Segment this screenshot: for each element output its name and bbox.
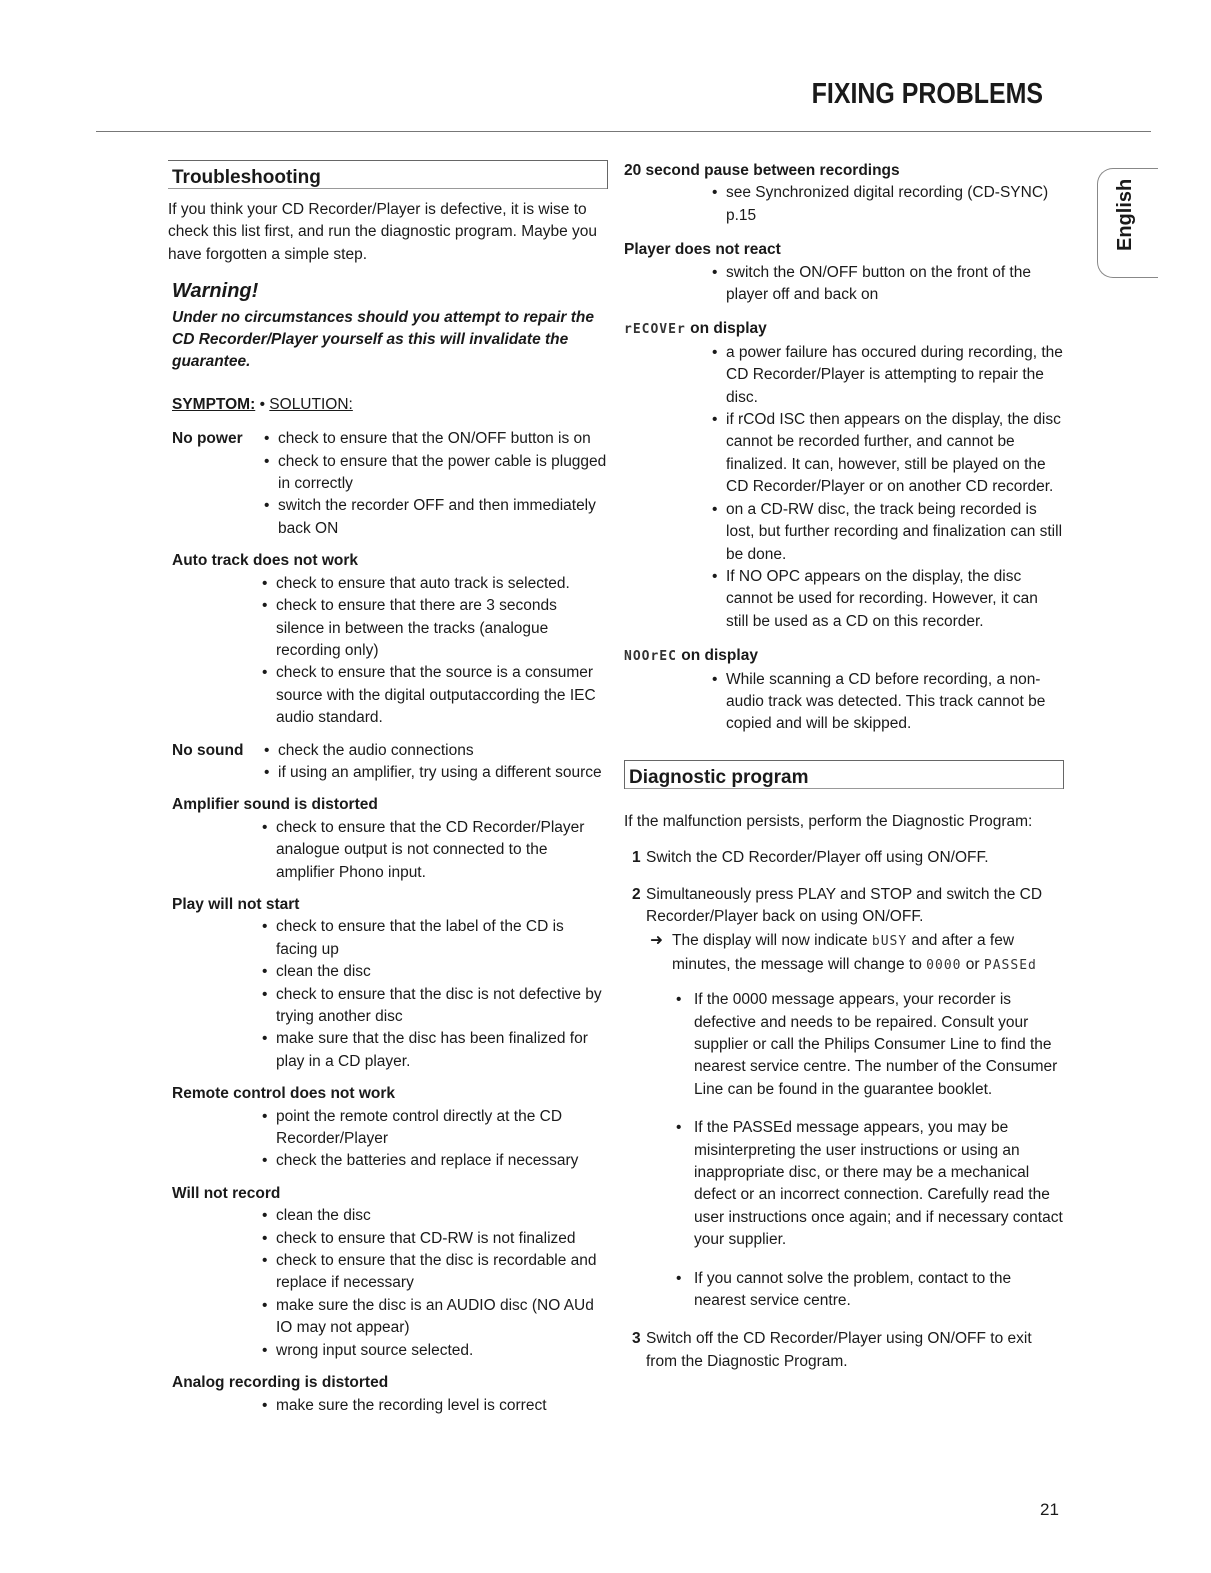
solution-item: • on a CD-RW disc, the track being recorded is lost, but further recording and finalization can still be done. (710, 499, 1064, 566)
language-tab-label: English (1114, 178, 1136, 251)
header-divider (96, 131, 1151, 132)
troubleshooting-item (624, 645, 1064, 736)
troubleshooting-item (168, 894, 608, 1073)
display-busy: bUSY (871, 934, 908, 950)
diagnostic-step-3: 3 Switch off the CD Recorder/Player using ON/OFF to exit from the Diagnostic Program. (632, 1330, 1032, 1370)
solution-list (168, 1395, 608, 1417)
arrow-right-icon: ➜ (650, 932, 663, 950)
troubleshooting-item (624, 318, 1064, 633)
solution-item: • wrong input source selected. (260, 1340, 608, 1362)
symptom-heading: No power (172, 430, 243, 448)
solution-list (168, 916, 608, 1073)
solution-item: • clean the disc (260, 961, 608, 983)
troubleshooting-item (624, 160, 1064, 227)
solution-item: • if rCOd ISC then appears on the display, the disc cannot be recorded further, and cannot be finalized. It can, however, still be played on the CD Recorder/Player or on another CD recorder. (710, 409, 1064, 499)
solution-label: SOLUTION: (269, 395, 353, 413)
solution-item: • see Synchronized digital recording (CD-SYNC) p.15 (710, 182, 1064, 227)
symptom-label: SYMPTOM: (172, 395, 256, 413)
lcd-display-text: NOOrEC (624, 649, 677, 665)
symptom-heading: Remote control does not work (172, 1085, 396, 1103)
troubleshooting-list-continued (624, 160, 1064, 736)
solution-list (624, 669, 1064, 736)
diagnostic-steps (624, 847, 1064, 1373)
troubleshooting-item (168, 1083, 608, 1173)
solution-list (168, 817, 608, 884)
symptom-heading: rECOVEr on display (624, 320, 767, 338)
page-number: 21 (1040, 1500, 1059, 1519)
symptom-heading: Amplifier sound is distorted (172, 796, 378, 814)
solution-item: • point the remote control directly at the CD Recorder/Player (260, 1106, 608, 1151)
right-column (624, 160, 1064, 1387)
solution-list (624, 262, 1064, 307)
symptom-heading: Player does not react (624, 241, 781, 259)
diagnostic-intro: If the malfunction persists, perform the Diagnostic Program: (624, 812, 1033, 830)
outcome-passed: • If the PASSEd message appears, you may be misinterpreting the user instructions or using an inappropriate disc, or there may be a mechanical defect or an incorrect connection. Carefully read the user instructions once again; and if necessary contact your supplier. (676, 1117, 1064, 1251)
troubleshooting-item (168, 1372, 608, 1417)
symptom-heading: Play will not start (172, 895, 300, 913)
solution-list (624, 182, 1064, 227)
page-header-title: FIXING PROBLEMS (811, 78, 1043, 110)
symptom-solution-legend: SYMPTOM: • SOLUTION: (172, 395, 353, 413)
outcome-0000: • If the 0000 message appears, your recorder is defective and needs to be repaired. Consult your supplier or call the Philips Consumer Line to find the nearest service centre. The number of the Consumer Line can be found in the guarantee booklet. (676, 989, 1064, 1101)
display-0000: 0000 (926, 957, 962, 973)
troubleshooting-item (168, 550, 608, 729)
solution-item: • check to ensure that the ON/OFF button is on (262, 428, 608, 450)
solution-list (262, 428, 608, 540)
diagnostic-step-2-result: ➜ The display will now indicate bUSY and after a few minutes, the message will change to 0000 or PASSEd (650, 932, 1037, 973)
symptom-heading: 20 second pause between recordings (624, 162, 900, 179)
solution-item: • check to ensure that auto track is selected. (260, 573, 608, 595)
solution-item: • check to ensure that the label of the CD is facing up (260, 916, 608, 961)
troubleshooting-title: Troubleshooting (172, 167, 321, 188)
solution-list (168, 1205, 608, 1362)
troubleshooting-intro: If you think your CD Recorder/Player is defective, it is wise to check this list first, and run the diagnostic program. Maybe you have forgotten a simple step. (168, 201, 598, 263)
diagnostic-outcomes (646, 989, 1064, 1312)
symptom-heading: Will not record (172, 1184, 281, 1202)
solution-list (168, 573, 608, 730)
lcd-display-text: rECOVEr (624, 322, 686, 338)
diagnostic-step-1: 1 Switch the CD Recorder/Player off using ON/OFF. (632, 849, 989, 867)
solution-item: • switch the recorder OFF and then immediately back ON (262, 495, 608, 540)
symptom-heading: Auto track does not work (172, 552, 359, 570)
solution-item: • check to ensure that CD-RW is not finalized (260, 1228, 608, 1250)
troubleshooting-item (168, 1183, 608, 1362)
solution-item: • check to ensure that the disc is not defective by trying another disc (260, 984, 608, 1029)
symptom-heading: No sound (172, 741, 244, 759)
troubleshooting-title-box (168, 160, 608, 189)
solution-item: • clean the disc (260, 1205, 608, 1227)
solution-item: • make sure the disc is an AUDIO disc (NO AUd IO may not appear) (260, 1295, 608, 1340)
troubleshooting-column (168, 160, 608, 1427)
diagnostic-step-2: 2 Simultaneously press PLAY and STOP and switch the CD Recorder/Player back on using ON/OFF. ➜ The display will now indicate bUSY and after a few minutes, the message will change to 0000 or PASSEd • If the 0000 message appears, your recorder is defective and needs to be repaired. Consult your supplier or call the Philips Consumer Line to find the nearest service centre. The number of the Consumer Line can be found in the guarantee booklet. • If the PASSEd message appears, you may be misinterpreting the user instructions or using an inappropriate disc, or there may be a mechanical defect or an incorrect connection. Carefully read the user instructions once again; and if necessary contact your supplier. • If you cannot solve the problem, contact to the nearest service centre. (624, 884, 1064, 1313)
symptom-heading: NOOrEC on display (624, 647, 758, 665)
diagnostic-section (624, 760, 1064, 1374)
troubleshooting-item (168, 794, 608, 884)
warning-heading: Warning! (172, 280, 259, 303)
warning-text: Under no circumstances should you attempt to repair the CD Recorder/Player yourself as this will invalidate the guarantee. (172, 308, 595, 371)
diagnostic-title: Diagnostic program (629, 766, 809, 788)
solution-list (168, 1106, 608, 1173)
solution-item: • if using an amplifier, try using a different source (262, 762, 602, 784)
troubleshooting-list (168, 428, 608, 1417)
solution-item: • a power failure has occured during recording, the CD Recorder/Player is attempting to repair the disc. (710, 342, 1064, 409)
solution-item: • While scanning a CD before recording, a non-audio track was detected. This track cannot be copied and will be skipped. (710, 669, 1064, 736)
troubleshooting-item (624, 239, 1064, 306)
solution-item: • check to ensure that the CD Recorder/Player analogue output is not connected to the amplifier Phono input. (260, 817, 608, 884)
solution-list (262, 740, 602, 785)
symptom-heading: Analog recording is distorted (172, 1374, 389, 1392)
display-passed: PASSEd (983, 957, 1037, 973)
solution-item: • switch the ON/OFF button on the front of the player off and back on (710, 262, 1064, 307)
solution-list (624, 342, 1064, 633)
troubleshooting-item (168, 740, 608, 785)
solution-item: • make sure the recording level is correct (260, 1395, 608, 1417)
solution-item: • make sure that the disc has been finalized for play in a CD player. (260, 1028, 608, 1073)
solution-item: • check the audio connections (262, 740, 602, 762)
solution-item: • check to ensure that the source is a consumer source with the digital outputaccording the IEC audio standard. (260, 662, 608, 729)
troubleshooting-item (168, 428, 608, 540)
outcome-unsolved: • If you cannot solve the problem, contact to the nearest service centre. (676, 1268, 1064, 1313)
solution-item: • check to ensure that there are 3 seconds silence in between the tracks (analogue recording only) (260, 595, 608, 662)
solution-item: • check the batteries and replace if necessary (260, 1150, 608, 1172)
diagnostic-title-box (624, 760, 1064, 789)
solution-item: • check to ensure that the disc is recordable and replace if necessary (260, 1250, 608, 1295)
language-tab (1097, 168, 1158, 278)
solution-item: • check to ensure that the power cable is plugged in correctly (262, 451, 608, 496)
solution-item: • If NO OPC appears on the display, the disc cannot be used for recording. However, it can still be used as a CD on this recorder. (710, 566, 1064, 633)
